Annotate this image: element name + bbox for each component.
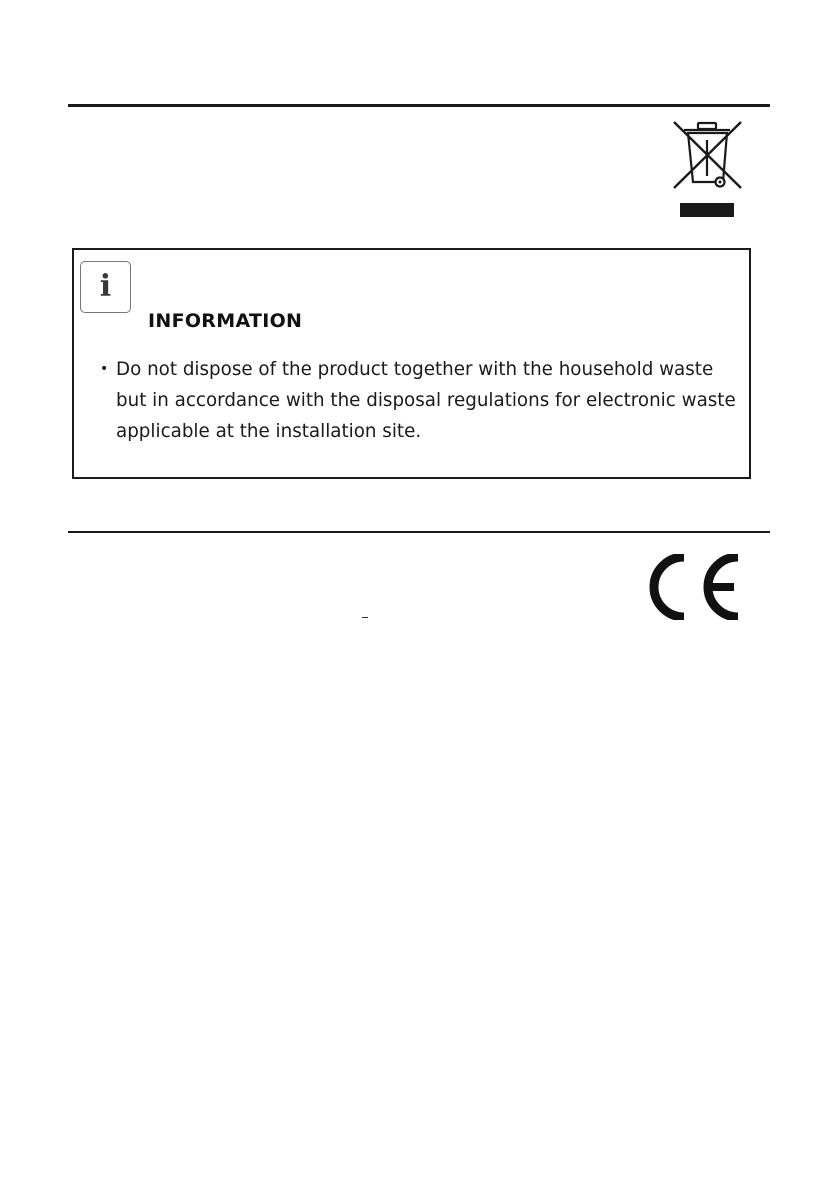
information-icon-glyph: i — [99, 269, 112, 304]
information-box — [72, 248, 751, 479]
information-item — [100, 354, 740, 447]
ce-mark-e-bar — [712, 583, 734, 591]
section-divider-middle — [68, 531, 770, 533]
information-title: INFORMATION — [148, 310, 303, 332]
information-icon — [80, 261, 131, 313]
ce-mark-c — [654, 557, 684, 617]
underline-mark — [362, 617, 368, 618]
information-list — [100, 354, 740, 447]
cross-lines — [674, 122, 741, 188]
section-divider-top — [68, 104, 770, 107]
information-item-text: Do not dispose of the product together with the household waste but in accordance with the disposal regulations for electronic waste applicable at the installation site. — [116, 359, 736, 442]
bullet: • — [100, 361, 109, 377]
ce-mark-icon — [646, 554, 742, 620]
bin-underline-bar — [680, 203, 734, 217]
crossed-out-wheelie-bin-icon — [668, 118, 746, 220]
